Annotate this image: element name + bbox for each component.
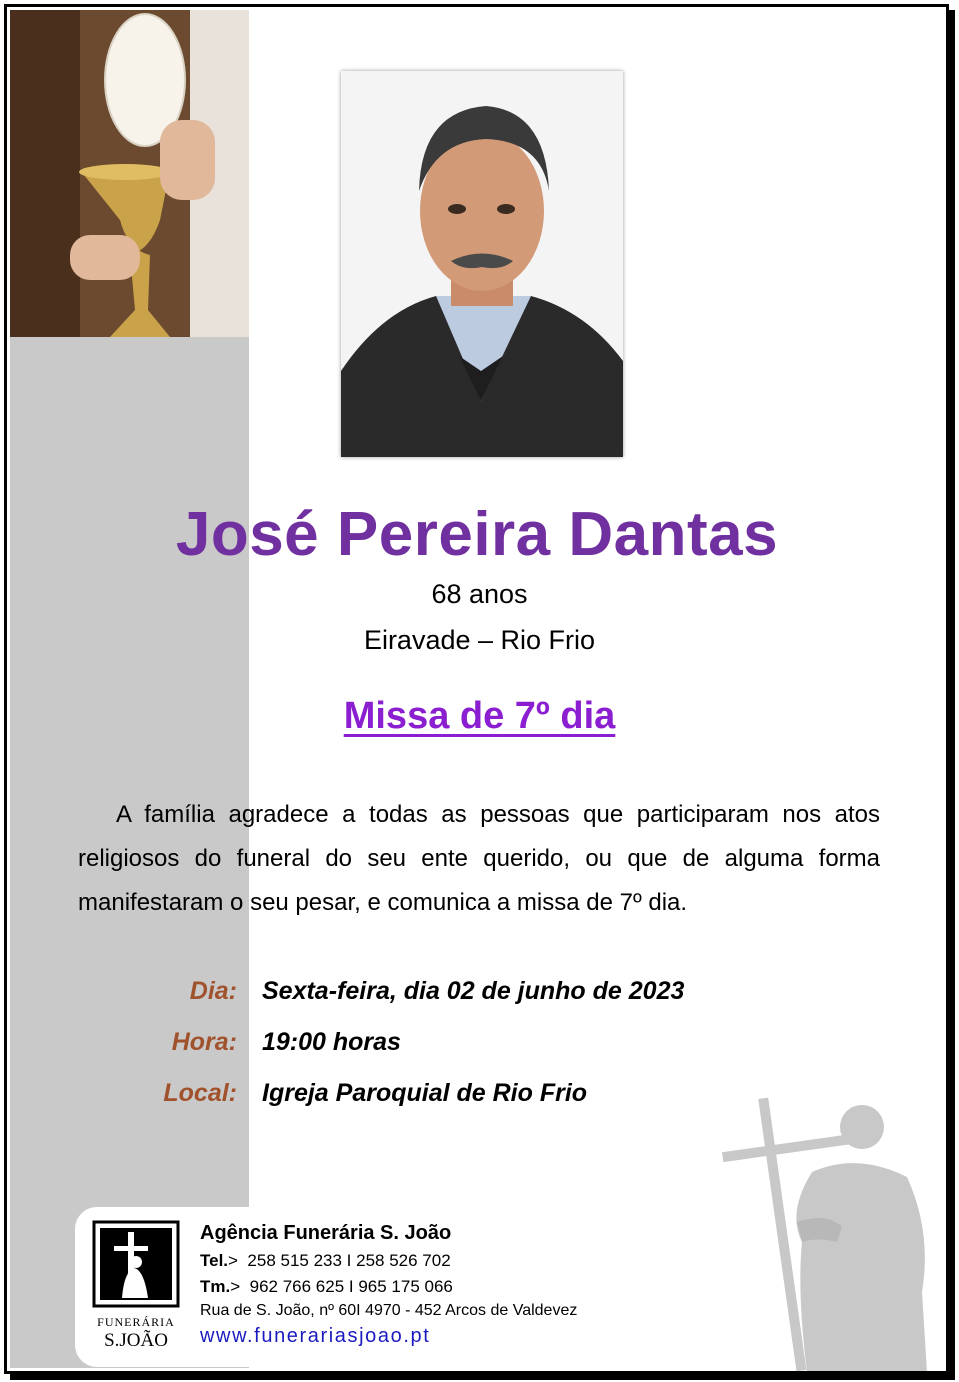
detail-value: Sexta-feira, dia 02 de junho de 2023 <box>262 977 685 1005</box>
deceased-age: 68 anos <box>431 579 528 609</box>
frame-shadow-right <box>949 10 955 1378</box>
deceased-photo <box>341 71 623 457</box>
phone-numbers: 258 515 233 I 258 526 702 <box>247 1251 451 1270</box>
detail-row-dia <box>7 977 949 1017</box>
eucharist-image <box>10 10 249 337</box>
detail-value: Igreja Paroquial de Rio Frio <box>262 1079 588 1107</box>
mass-heading: Missa de 7º dia <box>343 695 616 737</box>
family-message: A família agradece a todas as pessoas que participaram nos atos religiosos do funeral do seu ente querido, ou que de alguma forma manifestaram o seu pesar, e comunica a missa de 7º dia. <box>78 801 880 916</box>
detail-row-hora <box>7 1028 949 1068</box>
mobile-numbers: 962 766 625 I 965 175 066 <box>249 1277 453 1296</box>
agency-phone: Tel.> 258 515 233 I 258 526 702 <box>200 1251 451 1270</box>
logo-text-line1: FUNERÁRIA <box>97 1315 175 1329</box>
deceased-place: Eiravade – Rio Frio <box>363 625 596 655</box>
phone-label: Tel. <box>200 1251 229 1270</box>
cross-bearer-silhouette <box>717 1092 949 1372</box>
detail-value: 19:00 horas <box>262 1028 401 1056</box>
deceased-name: José Pereira Dantas <box>175 500 779 569</box>
agency-logo <box>92 1220 180 1350</box>
frame-shadow-bottom <box>10 1374 955 1380</box>
detail-label: Dia: <box>189 977 237 1005</box>
agency-name: Agência Funerária S. João <box>200 1222 452 1244</box>
agency-mobile: Tm.> 962 766 625 I 965 175 066 <box>200 1277 453 1296</box>
detail-label: Hora: <box>171 1028 237 1056</box>
obituary-card <box>4 4 949 1374</box>
agency-website-link[interactable]: www.funerariasjoao.pt <box>200 1325 431 1347</box>
mobile-label: Tm. <box>200 1277 231 1296</box>
logo-text-line2: S.JOÃO <box>104 1330 168 1350</box>
detail-label: Local: <box>163 1079 237 1107</box>
agency-address: Rua de S. João, nº 60I 4970 - 452 Arcos de Valdevez <box>200 1302 578 1319</box>
